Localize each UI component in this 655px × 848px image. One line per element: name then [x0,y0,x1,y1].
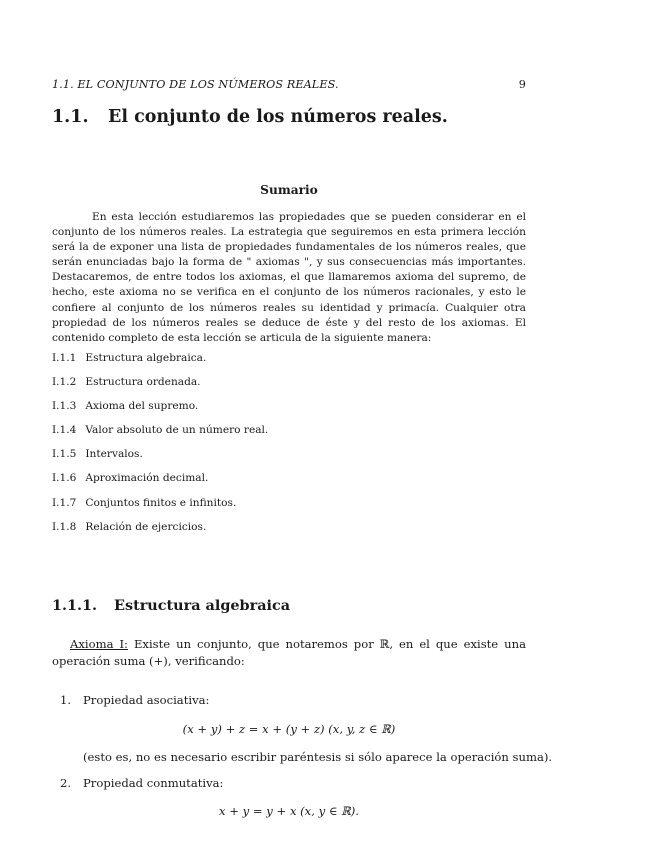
toc-item [52,423,526,447]
section-title [52,107,448,127]
toc-item [52,447,526,471]
property-number: 1. [60,693,72,707]
section-number: 1.1. [52,107,89,127]
subsection-title [52,597,290,614]
equation: (x + y) + z = x + (y + z) (x, y, z ∈ ℝ) [182,722,396,736]
toc-item [52,399,526,423]
toc-item [52,375,526,399]
toc-item-code: I.1.6 [52,472,77,485]
toc-item-code: I.1.2 [52,376,77,389]
property-note: (esto es, no es necesario escribir paréntesis si sólo aparece la operación suma). [83,750,553,764]
axiom-text: Existe un conjunto, que notaremos por ℝ, en el que existe una operación suma (+), verificando: [52,637,526,668]
property-number: 2. [60,776,72,790]
table-of-contents [52,351,526,544]
toc-item-label: Intervalos. [85,448,143,461]
toc-item-label: Estructura algebraica. [85,352,207,364]
toc-item-label: Aproximación decimal. [85,472,209,485]
toc-item-label: Estructura ordenada. [85,376,201,389]
toc-item [52,520,526,544]
subsection-number: 1.1.1. [52,597,98,614]
running-head-title: 1.1. EL CONJUNTO DE LOS NÚMEROS REALES. [52,78,339,91]
toc-item-label: Valor absoluto de un número real. [85,424,269,437]
summary-body: En esta lección estudiaremos las propiedades que se pueden considerar en el conjunto de los números reales. La estrategia que seguiremos en esta primera lección será la de exponer una lista de propiedades fundamentales de los números reales, que serán enunciadas bajo la forma de " axiomas ", y sus consecuencias más importantes. Destacaremos, de entre todos los axiomas, el que llamaremos axioma del supremo, de hecho, este axioma no se verifica en el conjunto de los números racionales, y esto le confiere al conjunto de los números reales su identidad y primacía. Cualquier otra propiedad de los números reales se deduce de éste y del resto de los axiomas. El contenido completo de esta lección se articula de la siguiente manera: [52,211,526,344]
subsection-title-text: Estructura algebraica [114,597,291,614]
toc-item-label: Axioma del supremo. [85,400,199,413]
toc-item [52,351,526,375]
toc-item [52,496,526,520]
toc-item-code: I.1.4 [52,424,77,437]
toc-item [52,471,526,495]
equation: x + y = y + x (x, y ∈ ℝ). [219,804,359,818]
axiom-label: Axioma I: [70,637,128,651]
toc-item-code: I.1.5 [52,448,77,461]
page-number: 9 [518,78,526,91]
axiom-statement [52,636,526,669]
toc-item-code: I.1.3 [52,400,77,413]
toc-item-label: Conjuntos finitos e infinitos. [85,496,237,509]
toc-item-code: I.1.8 [52,520,77,533]
property-name: Propiedad asociativa: [83,693,210,707]
property-label [60,693,209,707]
toc-item-code: I.1.7 [52,496,77,509]
property-name: Propiedad conmutativa: [83,776,224,790]
summary-title: Sumario [260,183,318,197]
toc-item-label: Relación de ejercicios. [85,520,207,533]
running-head [52,78,526,91]
section-title-text: El conjunto de los números reales. [108,107,448,127]
property-label [60,776,223,790]
toc-item-code: I.1.1 [52,352,77,364]
